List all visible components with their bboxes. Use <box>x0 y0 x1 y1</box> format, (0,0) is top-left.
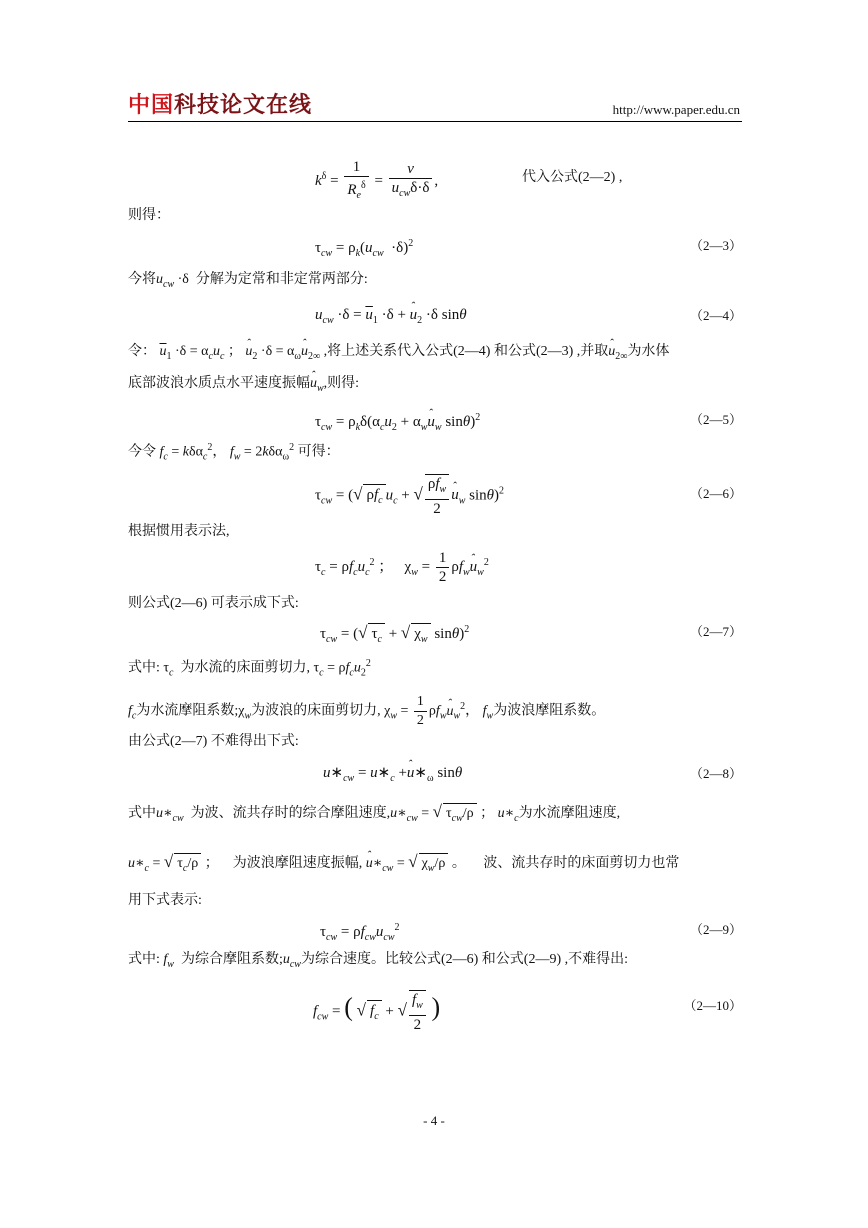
use-form-line: 用下式表示: <box>128 893 202 908</box>
bottom-wave-text: 底部波浪水质点水平速度振幅 <box>128 376 310 391</box>
equation-k-delta: $k^\delta$ = $\frac{1}{R_e^\delta}$ = $\frac{v}{u_{cw}\delta\cdot\delta}$ , <box>315 159 439 201</box>
fc-desc: 为水流摩阻系数; <box>136 703 239 719</box>
where1-prefix: 式中: <box>128 660 164 676</box>
where3-line: 式中: $f_w$ 为综合摩阻系数$;u_{cw}$为综合速度。比较公式(2—6) 和公式(2—9) ,不难得出: <box>128 952 628 970</box>
fw-comb: 为综合摩阻系数; <box>180 952 283 967</box>
header-url[interactable]: http://www.paper.edu.cn <box>612 102 740 117</box>
decompose-text: 分解为定常和非定常两部分: <box>195 272 368 287</box>
logo-part2: 科技论文在线 <box>174 93 313 118</box>
eq-number-2-8: （2—8） <box>689 766 742 781</box>
xw-desc: 为波浪的床面剪切力, <box>251 703 381 719</box>
let2-prefix: 今令 <box>128 444 156 460</box>
equation-2-9: $\tau_{cw} = \rho f_{cw}u_{cw}^2$ <box>320 922 400 943</box>
wave-amp-line: $u∗_c$ = √ $\tau_c/\rho$ ； 为波浪摩阻速度振幅, ˆ $u∗_{cw}$ = √ $\chi_w/\rho$ 。 波、流共存时的床面剪切力也常 <box>128 852 742 879</box>
equation-tau-chi: $\tau_c = \rho f_cu_c^2$ ； $\chi_w$ = $\frac{1}{2}$ $\rho f_wˆ$ $u_w^2$ <box>315 549 489 586</box>
where3-prefix: 式中: <box>128 952 160 967</box>
equation-2-4: $u_{cw} \cdot\delta = \overline{u}_1 \cdot\delta$ + ˆ $u_2 \cdot\delta$ sinθ <box>315 305 467 331</box>
where1-mid: 为水流的床面剪切力, <box>180 660 310 676</box>
where2-prefix: 式中 <box>128 806 156 821</box>
ucstar-desc: 为水流摩阻速度, <box>518 806 621 821</box>
header-divider <box>128 121 742 122</box>
where2-line: 式中$u∗_{cw}$ 为波、流共存时的综合摩阻速度$,u∗_{cw}$ = √ $\tau_{cw}/\rho$ ； $u∗_c$为水流摩阻速度, <box>128 802 742 829</box>
eq-number-2-6: （2—6） <box>689 486 742 501</box>
site-logo <box>128 93 312 119</box>
coexist-text: 波、流共存时的床面剪切力也常 <box>483 856 680 871</box>
substitute-note: 代入公式(2—2) , <box>522 170 623 185</box>
wave-amp-text: 为波浪摩阻速度振幅, <box>232 856 363 871</box>
formula-can-line: 则公式(2—6) 可表示成下式: <box>128 596 299 611</box>
let-prefix: 令： <box>128 344 156 359</box>
let-suffix2: 为水体 <box>627 344 670 359</box>
eq-number-2-3: （2—3） <box>689 238 742 253</box>
decompose-line: 今将$u_{cw} \cdot\delta$ 分解为定常和非定常两部分: <box>128 272 368 290</box>
fc-line: $f_c$为水流摩阻系数$;\chi_w$为波浪的床面剪切力, $\chi_w$ = $\frac{1}{2}$ $\rho f_wˆ$ $u_w^2$， $f_w$为波浪摩阻系数。 <box>128 693 742 730</box>
equation-2-10: $f_{cw}$ = ( √ $f_c$ + √ $\frac{f_w}{2}$ ) <box>313 992 441 1033</box>
equation-2-7: $\tau_{cw}$ = (√ $\tau_c$ + √ $\chi_w$ sinθ)$^2$ <box>320 620 469 650</box>
from-formula-line: 由公式(2—7) 不难得出下式: <box>128 734 299 749</box>
let2-line: 今令 $f_c = k\delta\alpha_c^2$， $f_w = 2k\delta\alpha_\omega^2$ 可得： <box>128 442 340 463</box>
equation-2-5: $\tau_{cw} = \rho_k\delta(\alpha_cu_2$ + $\alpha_wˆ$ $u_w$ sinθ)$^2$ <box>315 408 480 438</box>
fw-desc: 为波浪摩阻系数。 <box>493 703 606 719</box>
let-line: 令： $\overline{u}_1 \cdot\delta = \alpha_cu_c$ ； ˆ $u_2 \cdot\delta$ = $\alpha_\omega ˆ$ $u_{2\infty}$ ,将上述关系代入公式(2—4) 和公式(2—3) ,并取ˆ $u_{2\infty}$为水体 <box>128 342 742 367</box>
where2-sep: ； <box>480 806 495 821</box>
where2-mid: 为波、流共存时的综合摩阻速度, <box>190 806 391 821</box>
eq-number-2-10: （2—10） <box>683 998 742 1013</box>
according-line: 根据惯用表示法, <box>128 524 230 539</box>
equation-2-6: $\tau_{cw}$ = (√ $\rho f_c$ $u_c$ + √ $\frac{\rho f_w}{2}$ ˆ $u_w$ sinθ)$^2$ <box>315 474 504 518</box>
logo-part1: 中国 <box>128 93 175 118</box>
equation-2-3: $\tau_{cw} = \rho_k(u_{cw} \cdot\delta)^2$ <box>315 238 414 259</box>
then-get2: ,则得: <box>323 376 360 391</box>
ucw-comb: 为综合速度。比较公式(2—6) 和公式(2—9) ,不难得出: <box>300 952 628 967</box>
eq-number-2-4: （2—4） <box>689 308 742 323</box>
let-suffix: ,将上述关系代入公式(2—4) 和公式(2—3) ,并取 <box>323 344 609 359</box>
page-number: - 4 - <box>423 1113 445 1128</box>
bottom-wave-line: 底部波浪水质点水平速度振幅ˆ $u_w$,则得: <box>128 374 742 399</box>
eq-number-2-7: （2—7） <box>689 624 742 639</box>
where1-line: 式中: $\tau_c$ 为水流的床面剪切力, $\tau_c = \rho f_cu_2^2$ <box>128 658 371 679</box>
equation-2-8: $u∗_{cw}$ = $u∗_c$ +ˆ $u∗_\omega$ sinθ <box>323 763 462 789</box>
eq-number-2-9: （2—9） <box>689 922 742 937</box>
then-get-label: 则得： <box>128 208 170 223</box>
eq-number-2-5: （2—5） <box>689 412 742 427</box>
let2-suffix: 可得： <box>297 444 340 460</box>
